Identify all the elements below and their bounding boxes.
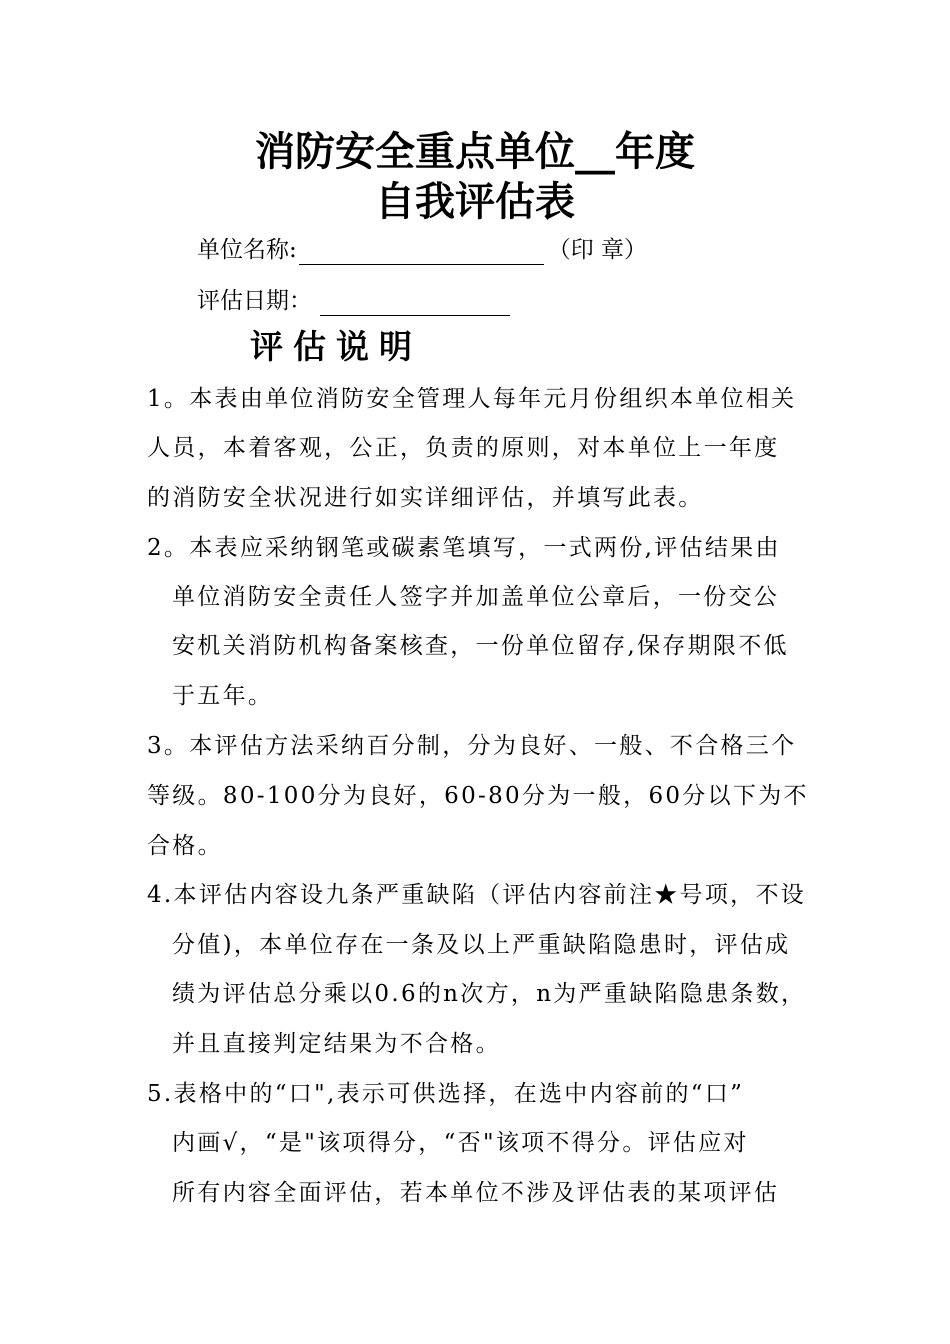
instruction-line: 并且直接判定结果为不合格。: [172, 1031, 501, 1057]
instructions-heading: 评估说明: [250, 327, 422, 366]
instruction-line: 的消防安全状况进行如实详细评估，并填写此表。: [147, 485, 704, 511]
instruction-line: 绩为评估总分乘以0.6的n次方，n为严重缺陷隐患条数，: [172, 981, 807, 1007]
unit-name-blank-line: [299, 240, 544, 265]
assessment-date-blank-line: [320, 291, 510, 316]
instruction-line: 分值)，本单位存在一条及以上严重缺陷隐患时，评估成: [172, 932, 791, 958]
instruction-line: 单位消防安全责任人签字并加盖单位公章后，一份交公: [172, 584, 780, 610]
instruction-line: 人员，本着客观，公正，负责的原则，对本单位上一年度: [147, 435, 780, 461]
instruction-line: 合格。: [147, 833, 223, 859]
instruction-line: 内画√，“是"该项得分，“否"该项不得分。评估应对: [172, 1130, 749, 1156]
instruction-line: 5.表格中的“口",表示可供选择，在选中内容前的“口”: [147, 1081, 745, 1107]
instruction-line: 3。本评估方法采纳百分制，分为良好、一般、不合格三个: [147, 733, 797, 759]
document-title-line-1: 消防安全重点单位__年度: [255, 129, 695, 175]
unit-name-label: 单位名称:: [197, 237, 297, 263]
instruction-line: 于五年。: [172, 683, 274, 709]
instruction-line: 2。本表应采纳钢笔或碳素笔填写，一式两份,评估结果由: [147, 535, 781, 561]
instruction-line: 4.本评估内容设九条严重缺陷（评估内容前注★号项，不设: [147, 882, 807, 908]
instruction-line: 1。本表由单位消防安全管理人每年元月份组织本单位相关: [147, 386, 797, 412]
seal-label: （印 章）: [547, 237, 648, 263]
document-title-line-2: 自我评估表: [375, 179, 575, 225]
instruction-line: 安机关消防机构备案核查，一份单位留存,保存期限不低: [172, 633, 789, 659]
assessment-date-field: [197, 286, 510, 316]
assessment-date-label: 评估日期：: [197, 288, 312, 314]
instruction-line: 等级。80-100分为良好，60-80分为一般，60分以下为不: [147, 783, 809, 809]
unit-name-field: [197, 235, 647, 265]
instruction-line: 所有内容全面评估，若本单位不涉及评估表的某项评估: [172, 1180, 780, 1206]
